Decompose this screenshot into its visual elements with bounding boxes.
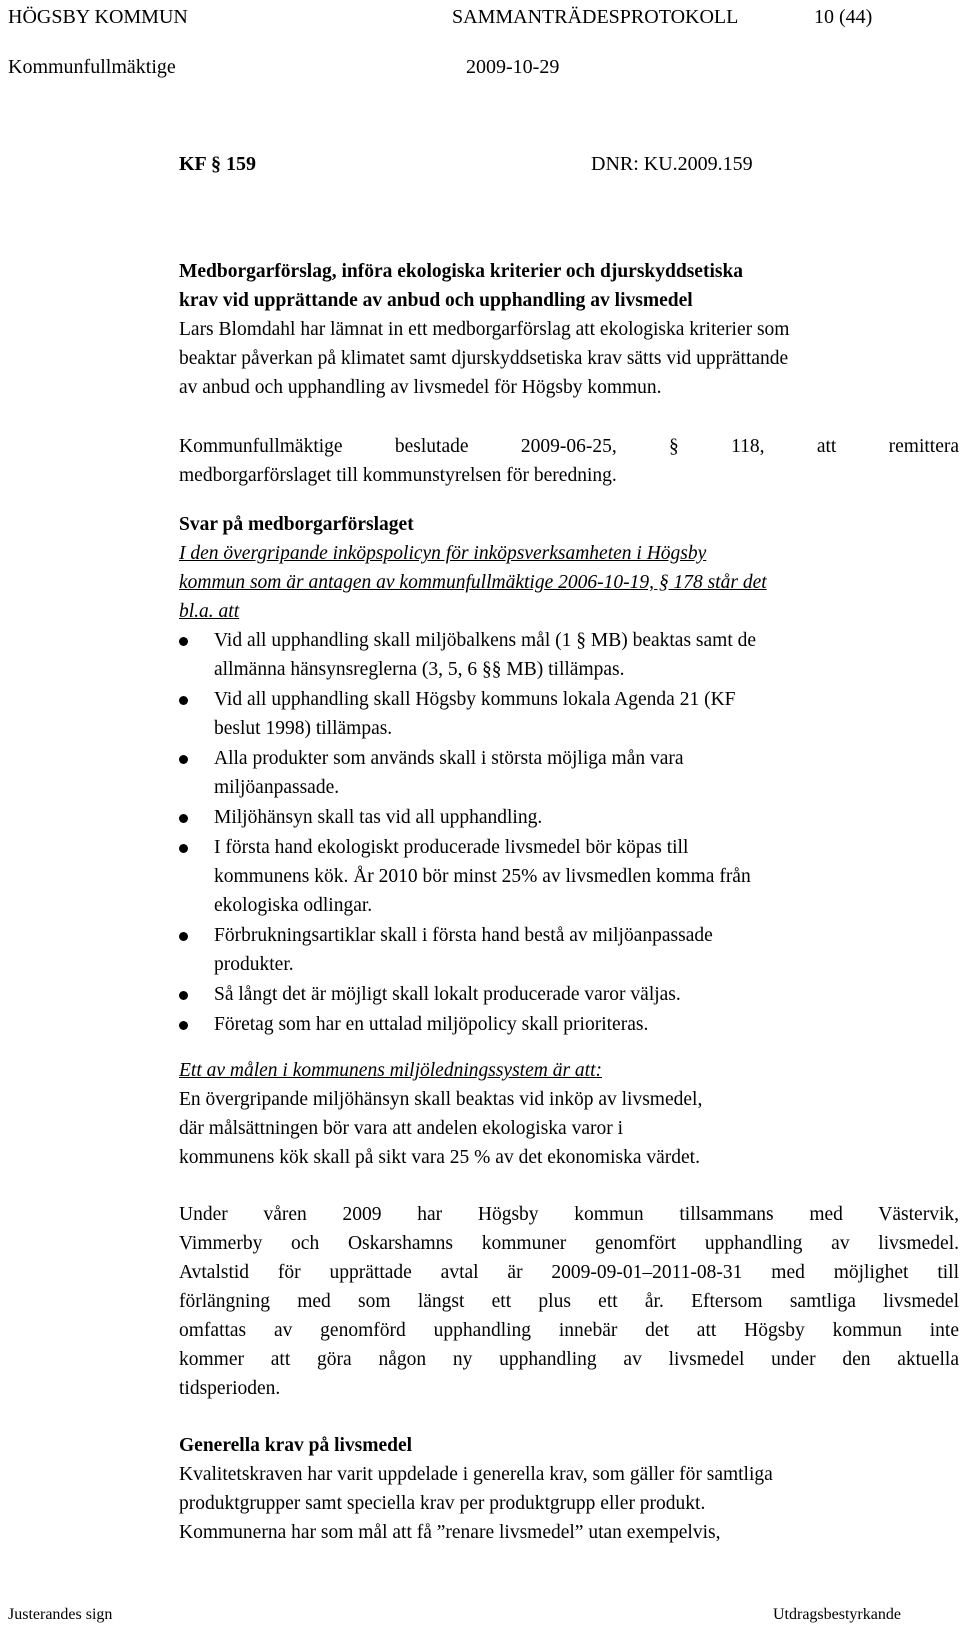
list-item-line: beslut 1998) tillämpas. [214, 718, 393, 739]
paragraph-line: En övergripande miljöhänsyn skall beaktas vid inköp av livsmedel, [179, 1089, 703, 1110]
list-item-line: allmänna hänsynsreglerna (3, 5, 6 §§ MB) tillämpas. [214, 659, 625, 680]
list-item-line: Företag som har en uttalad miljöpolicy skall prioriteras. [214, 1014, 649, 1035]
header-page-number: 10 (44) [814, 6, 873, 28]
policy-bullet-list [179, 626, 939, 1040]
paragraph-line: Vimmerby och Oskarshamns kommuner genomfört upphandling av livsmedel. [179, 1233, 959, 1254]
paragraph-line: omfattas av genomförd upphandling innebär det att Högsby kommun inte [179, 1320, 959, 1341]
bullet-icon [179, 991, 188, 1000]
list-item [179, 921, 939, 979]
header-municipality: HÖGSBY KOMMUN [8, 6, 188, 28]
paragraph-line: förlängning med som längst ett plus ett år. Eftersom samtliga livsmedel [179, 1291, 959, 1312]
list-item [179, 744, 939, 802]
policy-quote [179, 539, 959, 626]
case-dnr: DNR: KU.2009.159 [591, 153, 753, 175]
paragraph-line: Avtalstid för upprättade avtal är 2009-09-01–2011-08-31 med möjlighet till [179, 1262, 959, 1283]
paragraph-line: Kommunerna har som mål att få ”renare livsmedel” utan exempelvis, [179, 1522, 721, 1543]
goal-section [179, 1056, 959, 1172]
quote-line: bl.a. att [179, 601, 240, 622]
list-item-line: Vid all upphandling skall miljöbalkens mål (1 § MB) beaktas samt de [214, 630, 757, 651]
bullet-icon [179, 637, 188, 646]
bullet-icon [179, 1021, 188, 1030]
case-reference: KF § 159 [179, 153, 257, 175]
list-item-line: miljöanpassade. [214, 777, 340, 798]
header-date: 2009-10-29 [466, 56, 560, 78]
list-item-line: Vid all upphandling skall Högsby kommuns lokala Agenda 21 (KF [214, 689, 736, 710]
list-item-line: I första hand ekologiskt producerade livsmedel bör köpas till [214, 837, 689, 858]
list-item-line: Miljöhänsyn skall tas vid all upphandling. [214, 807, 543, 828]
paragraph-line: Under våren 2009 har Högsby kommun tillsammans med Västervik, [179, 1204, 959, 1225]
paragraph-line: av anbud och upphandling av livsmedel för Högsby kommun. [179, 377, 662, 398]
paragraph-line: Kvalitetskraven har varit uppdelade i generella krav, som gäller för samtliga [179, 1464, 773, 1485]
list-item [179, 1010, 939, 1039]
paragraph-line: tidsperioden. [179, 1378, 281, 1399]
header-body: Kommunfullmäktige [8, 56, 176, 78]
bullet-icon [179, 755, 188, 764]
decision-paragraph [179, 432, 959, 490]
list-item [179, 803, 939, 832]
title-line: krav vid upprättande av anbud och upphandling av livsmedel [179, 290, 693, 311]
list-item-line: produkter. [214, 954, 294, 975]
general-section [179, 1431, 959, 1547]
quote-line: kommun som är antagen av kommunfullmäktige 2006-10-19, § 178 står det [179, 572, 767, 593]
paragraph-line: medborgarförslaget till kommunstyrelsen för beredning. [179, 465, 617, 486]
footer-justification-sign: Justerandes sign [8, 1606, 113, 1623]
intro-paragraph [179, 315, 959, 402]
paragraph-line: kommunens kök skall på sikt vara 25 % av det ekonomiska värdet. [179, 1147, 700, 1168]
list-item-line: Förbrukningsartiklar skall i första hand bestå av miljöanpassade [214, 925, 713, 946]
list-item [179, 980, 939, 1009]
bullet-icon [179, 932, 188, 941]
quote-line: I den övergripande inköpspolicyn för inköpsverksamheten i Högsby [179, 543, 707, 564]
list-item-line: Alla produkter som används skall i största möjliga mån vara [214, 748, 684, 769]
goal-heading: Ett av målen i kommunens miljöledningssystem är att: [179, 1060, 602, 1081]
paragraph-line: produktgrupper samt speciella krav per produktgrupp eller produkt. [179, 1493, 706, 1514]
bullet-icon [179, 814, 188, 823]
list-item [179, 685, 939, 743]
paragraph-line: Kommunfullmäktige beslutade 2009-06-25, § 118, att remittera [179, 436, 959, 457]
list-item-line: ekologiska odlingar. [214, 895, 373, 916]
list-item-line: kommunens kök. År 2010 bör minst 25% av livsmedlen komma från [214, 866, 751, 887]
list-item [179, 626, 939, 684]
paragraph-line: Lars Blomdahl har lämnat in ett medborgarförslag att ekologiska kriterier som [179, 319, 790, 340]
paragraph-line: kommer att göra någon ny upphandling av livsmedel under den aktuella [179, 1349, 959, 1370]
procurement-paragraph [179, 1200, 959, 1403]
list-item-line: Så långt det är möjligt skall lokalt producerade varor väljas. [214, 984, 681, 1005]
title-line: Medborgarförslag, införa ekologiska kriterier och djurskyddsetiska [179, 261, 744, 282]
bullet-icon [179, 696, 188, 705]
page-title [179, 257, 959, 315]
paragraph-line: beaktar påverkan på klimatet samt djurskyddsetiska krav sätts vid upprättande [179, 348, 789, 369]
paragraph-line: där målsättningen bör vara att andelen ekologiska varor i [179, 1118, 624, 1139]
bullet-icon [179, 844, 188, 853]
header-doc-type: SAMMANTRÄDESPROTOKOLL [452, 6, 739, 28]
answer-heading: Svar på medborgarförslaget [179, 514, 414, 535]
list-item [179, 833, 939, 920]
footer-extract-certification: Utdragsbestyrkande [773, 1606, 901, 1623]
general-heading: Generella krav på livsmedel [179, 1435, 413, 1456]
